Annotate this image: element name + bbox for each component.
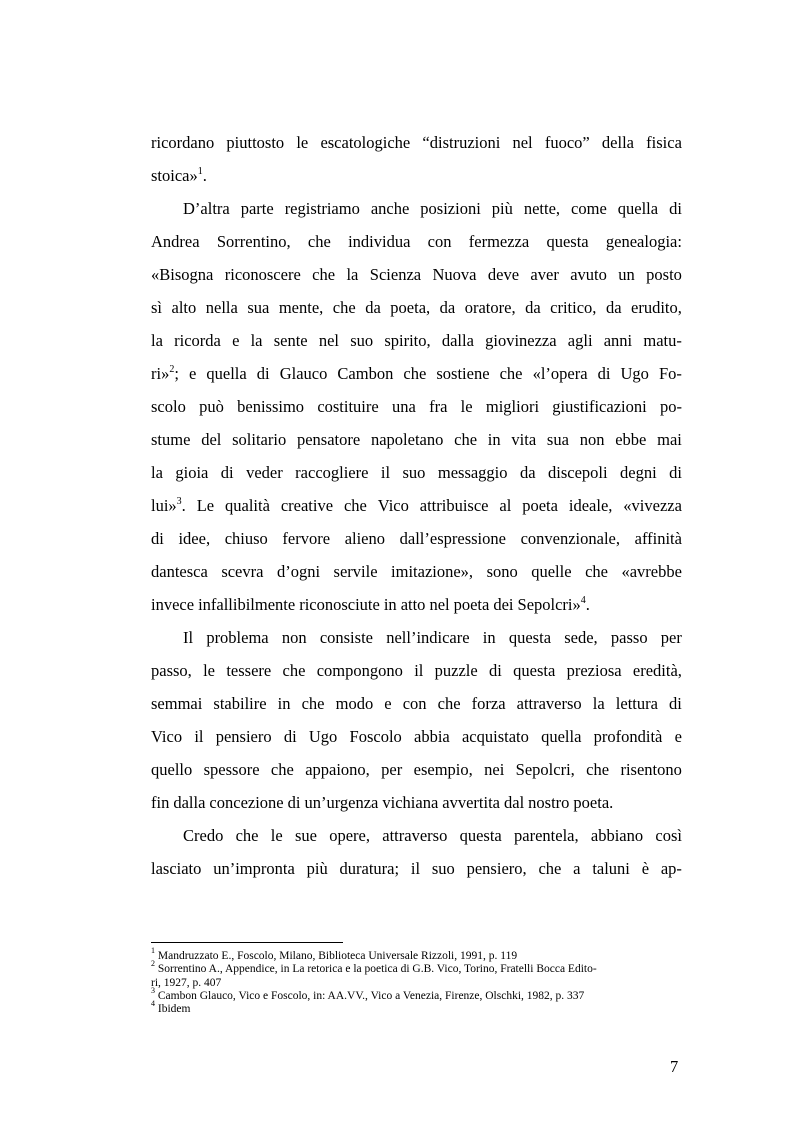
word: poeta bbox=[453, 595, 490, 614]
footnote-ref: 4 bbox=[580, 594, 586, 606]
word: e bbox=[189, 364, 197, 383]
word: che bbox=[437, 694, 461, 713]
text-line bbox=[151, 753, 682, 786]
word: genealogia: bbox=[605, 232, 682, 251]
word: per bbox=[381, 760, 403, 779]
word: costituire bbox=[317, 397, 379, 416]
word: imitazione», bbox=[391, 562, 474, 581]
word: che bbox=[454, 430, 478, 449]
word: po- bbox=[659, 397, 682, 416]
word: di bbox=[256, 364, 270, 383]
word: mente, bbox=[278, 298, 324, 317]
word: un bbox=[618, 265, 635, 284]
word: semmai bbox=[151, 694, 203, 713]
word: e bbox=[232, 331, 240, 350]
text-line bbox=[151, 489, 682, 522]
word: fisica bbox=[646, 133, 682, 152]
word: nostro bbox=[528, 793, 570, 812]
word: che bbox=[403, 364, 427, 383]
word: chiuso bbox=[224, 529, 268, 548]
footnote bbox=[151, 999, 682, 1016]
word: opere, bbox=[329, 826, 370, 845]
word: pensiero bbox=[215, 727, 272, 746]
word: quella bbox=[206, 364, 247, 383]
footnotes bbox=[151, 946, 682, 1016]
word: Foscolo bbox=[349, 727, 402, 746]
word: fermezza bbox=[468, 232, 530, 251]
word: un’urgenza bbox=[304, 793, 379, 812]
word: con bbox=[427, 232, 452, 251]
word: dei bbox=[493, 595, 514, 614]
word: erudito, bbox=[631, 298, 682, 317]
word: di bbox=[287, 793, 301, 812]
text-line bbox=[151, 522, 682, 555]
word: acquistato bbox=[461, 727, 529, 746]
page-number: 7 bbox=[670, 1057, 679, 1076]
word: preziosa bbox=[566, 661, 622, 680]
word: come bbox=[571, 199, 607, 218]
word: nel bbox=[512, 133, 533, 152]
word: ricorda bbox=[174, 331, 221, 350]
word: dal bbox=[504, 793, 525, 812]
footnote-ref: 3 bbox=[176, 495, 182, 507]
word: più bbox=[491, 199, 513, 218]
word: passo, bbox=[151, 661, 192, 680]
word: che bbox=[270, 760, 294, 779]
word: questa bbox=[546, 232, 589, 251]
word: stume bbox=[151, 430, 191, 449]
footnote bbox=[151, 946, 682, 963]
body-text bbox=[151, 126, 682, 885]
word: escatologiche bbox=[320, 133, 411, 152]
word: tessere bbox=[226, 661, 272, 680]
word: Fo- bbox=[659, 364, 682, 383]
word: ricordano bbox=[151, 133, 215, 152]
word: piuttosto bbox=[226, 133, 285, 152]
word: poeta. bbox=[573, 793, 614, 812]
word: quella bbox=[617, 199, 659, 218]
word: profondità bbox=[593, 727, 663, 746]
word: d’ogni bbox=[276, 562, 321, 581]
word: registriamo bbox=[284, 199, 360, 218]
word: del bbox=[201, 430, 222, 449]
word: la bbox=[592, 694, 605, 713]
footnote-number: 4 bbox=[151, 999, 155, 1009]
word: alieno bbox=[344, 529, 386, 548]
word: così bbox=[655, 826, 682, 845]
footnote-text: Cambon Glauco, Vico e Foscolo, in: AA.VV., Vico a Venezia, Firenze, Olschki, 1982, p. 337 bbox=[157, 989, 585, 1002]
word: veder bbox=[246, 463, 283, 482]
word: ri»$^2$; bbox=[151, 363, 179, 383]
word: posizioni bbox=[420, 199, 481, 218]
footnote-number: 3 bbox=[151, 986, 155, 996]
word: stoica»$^1$. bbox=[151, 165, 207, 185]
word: pensatore bbox=[296, 430, 361, 449]
word: sede, bbox=[564, 628, 598, 647]
word: critico, bbox=[550, 298, 597, 317]
word: della bbox=[601, 133, 634, 152]
word: Glauco bbox=[279, 364, 328, 383]
word: anche bbox=[370, 199, 410, 218]
footnote bbox=[151, 986, 682, 1003]
word: le bbox=[270, 826, 283, 845]
text-line bbox=[151, 225, 682, 258]
word: questa bbox=[459, 826, 502, 845]
word: esempio, bbox=[413, 760, 473, 779]
footnote bbox=[151, 959, 682, 976]
word: nel bbox=[318, 331, 339, 350]
word: poeta bbox=[522, 496, 558, 515]
word: Cambon bbox=[337, 364, 394, 383]
word: fin bbox=[151, 793, 170, 812]
word: la bbox=[250, 331, 263, 350]
word: il bbox=[194, 727, 204, 746]
word: che bbox=[235, 826, 259, 845]
word: suo bbox=[431, 859, 455, 878]
word: «l’opera bbox=[532, 364, 588, 383]
word: questa bbox=[508, 628, 552, 647]
word: Credo bbox=[183, 826, 224, 845]
word: avuto bbox=[570, 265, 607, 284]
word: in bbox=[383, 595, 397, 614]
word: modo bbox=[335, 694, 374, 713]
footnote bbox=[151, 977, 682, 990]
text-line bbox=[151, 159, 682, 192]
word: attribuisce bbox=[419, 496, 489, 515]
word: può bbox=[199, 397, 224, 416]
word: fuoco” bbox=[544, 133, 590, 152]
word: degni bbox=[620, 463, 657, 482]
word: non bbox=[579, 430, 605, 449]
footnote-text: ri, 1927, p. 407 bbox=[151, 976, 222, 989]
word: Le bbox=[196, 496, 215, 515]
word: da bbox=[525, 298, 541, 317]
text-line bbox=[151, 555, 682, 588]
word: a bbox=[573, 859, 581, 878]
word: abbia bbox=[414, 727, 450, 746]
word: dalla bbox=[441, 331, 474, 350]
footnote-text: Mandruzzato E., Foscolo, Milano, Biblioteca Universale Rizzoli, 1991, p. 119 bbox=[157, 950, 518, 962]
word: parentela, bbox=[514, 826, 579, 845]
word: lettura bbox=[615, 694, 658, 713]
word: sue bbox=[294, 826, 317, 845]
word: che bbox=[585, 562, 608, 581]
word: la bbox=[151, 331, 163, 350]
word: Sorrentino, bbox=[216, 232, 291, 251]
word: taluni bbox=[592, 859, 630, 878]
word: individua bbox=[348, 232, 411, 251]
word: spessore bbox=[203, 760, 260, 779]
word: D’altra bbox=[183, 199, 230, 218]
word: posto bbox=[646, 265, 682, 284]
word: di bbox=[597, 364, 611, 383]
word: più bbox=[306, 859, 328, 878]
text-line bbox=[151, 126, 682, 159]
word: una bbox=[391, 397, 416, 416]
word: compongono bbox=[316, 661, 403, 680]
word: «Bisogna bbox=[151, 265, 214, 284]
word: e bbox=[384, 694, 392, 713]
word: le bbox=[296, 133, 309, 152]
word: quella bbox=[541, 727, 582, 746]
word: Ugo bbox=[620, 364, 649, 383]
word: appaiono, bbox=[305, 760, 370, 779]
word: per bbox=[660, 628, 682, 647]
text-line bbox=[151, 621, 682, 654]
word: di bbox=[220, 463, 234, 482]
word: «vivezza bbox=[623, 496, 682, 515]
word: ideale, bbox=[568, 496, 613, 515]
word: dalla bbox=[173, 793, 206, 812]
word: stabilire bbox=[213, 694, 267, 713]
word: il bbox=[380, 463, 391, 482]
word: deve bbox=[487, 265, 520, 284]
word: è bbox=[641, 859, 650, 878]
word: consiste bbox=[319, 628, 373, 647]
footnote-separator bbox=[151, 942, 343, 943]
word: lasciato bbox=[151, 859, 202, 878]
footnote-ref: 1 bbox=[197, 165, 203, 177]
text-line bbox=[151, 588, 682, 621]
word: dall’espressione bbox=[399, 529, 506, 548]
word: fra bbox=[429, 397, 448, 416]
word: ebbe bbox=[615, 430, 647, 449]
word: che bbox=[343, 496, 367, 515]
word: nette, bbox=[523, 199, 561, 218]
text-line bbox=[151, 357, 682, 390]
word: sua bbox=[247, 298, 270, 317]
word: che bbox=[586, 760, 610, 779]
word: parte bbox=[240, 199, 274, 218]
text-line bbox=[151, 786, 682, 819]
word: da bbox=[605, 298, 622, 317]
word: Scienza bbox=[369, 265, 422, 284]
word: sente bbox=[273, 331, 308, 350]
word: qualità bbox=[225, 496, 270, 515]
footnote-number: 1 bbox=[151, 946, 155, 956]
text-line bbox=[151, 654, 682, 687]
word: la bbox=[346, 265, 359, 284]
word: Sepolcri»$^4$. bbox=[517, 594, 590, 614]
word: nei bbox=[484, 760, 505, 779]
word: matu- bbox=[643, 331, 682, 350]
word: dantesca bbox=[151, 562, 208, 581]
word: affinità bbox=[634, 529, 682, 548]
word: abbiano bbox=[590, 826, 644, 845]
word: un’impronta bbox=[213, 859, 295, 878]
word: atto bbox=[400, 595, 426, 614]
word: sono bbox=[486, 562, 518, 581]
word: Il bbox=[183, 628, 194, 647]
word: Andrea bbox=[151, 232, 200, 251]
word: le bbox=[203, 661, 216, 680]
word: alto bbox=[171, 298, 197, 317]
word: Ugo bbox=[308, 727, 338, 746]
text-line bbox=[151, 258, 682, 291]
word: passo bbox=[610, 628, 648, 647]
word: agli bbox=[567, 331, 593, 350]
word: di bbox=[669, 463, 682, 482]
word: anni bbox=[603, 331, 633, 350]
word: che bbox=[301, 694, 325, 713]
word: da bbox=[439, 298, 456, 317]
word: benissimo bbox=[237, 397, 305, 416]
word: oratore, bbox=[464, 298, 516, 317]
word: che bbox=[307, 232, 331, 251]
word: giovinezza bbox=[485, 331, 557, 350]
word: di bbox=[283, 727, 297, 746]
text-line bbox=[151, 423, 682, 456]
word: da bbox=[519, 463, 536, 482]
word: mai bbox=[657, 430, 682, 449]
word: sostiene bbox=[436, 364, 490, 383]
word: di bbox=[151, 529, 164, 548]
word: discepoli bbox=[547, 463, 608, 482]
word: nel bbox=[429, 595, 450, 614]
word: sì bbox=[151, 298, 163, 317]
word: scolo bbox=[151, 397, 186, 416]
word: forza bbox=[471, 694, 506, 713]
word: la bbox=[151, 463, 163, 482]
footnote-text: Ibidem bbox=[157, 1003, 191, 1016]
word: ap- bbox=[660, 859, 682, 878]
word: scevra bbox=[221, 562, 264, 581]
word: riconoscere bbox=[224, 265, 301, 284]
word: al bbox=[499, 496, 512, 515]
word: Vico bbox=[151, 727, 183, 746]
word: nella bbox=[205, 298, 238, 317]
word: nell’indicare bbox=[386, 628, 470, 647]
word: in bbox=[482, 628, 496, 647]
word: «avrebbe bbox=[621, 562, 682, 581]
word: suo bbox=[402, 463, 426, 482]
word: che bbox=[332, 298, 356, 317]
word: messaggio bbox=[437, 463, 508, 482]
word: napoletano bbox=[370, 430, 444, 449]
word: quelle bbox=[531, 562, 572, 581]
word: Nuova bbox=[432, 265, 477, 284]
word: il bbox=[410, 859, 421, 878]
word: creative bbox=[280, 496, 334, 515]
word: infallibilmente bbox=[198, 595, 296, 614]
footnote-ref: 2 bbox=[169, 363, 175, 375]
word: suo bbox=[350, 331, 374, 350]
text-line bbox=[151, 324, 682, 357]
word: di bbox=[669, 694, 682, 713]
word: convenzionale, bbox=[520, 529, 620, 548]
word: attraverso bbox=[516, 694, 582, 713]
word: questa bbox=[513, 661, 556, 680]
text-line bbox=[151, 192, 682, 225]
word: quello bbox=[151, 760, 193, 779]
word: “distruzioni bbox=[422, 133, 501, 152]
word: poeta, bbox=[390, 298, 431, 317]
footnote-number: 2 bbox=[151, 959, 155, 969]
word: riconosciute bbox=[299, 595, 380, 614]
text-line bbox=[151, 687, 682, 720]
word: avvertita bbox=[442, 793, 500, 812]
word: da bbox=[365, 298, 381, 317]
word: di bbox=[489, 661, 502, 680]
word: giustificazioni bbox=[552, 397, 647, 416]
word: gioia bbox=[175, 463, 209, 482]
word: fervore bbox=[282, 529, 331, 548]
footnote-text: Sorrentino A., Appendice, in La retorica e la poetica di G.B. Vico, Torino, Fratelli Bocca Edito- bbox=[157, 963, 597, 976]
word: di bbox=[669, 199, 682, 218]
word: che bbox=[312, 265, 336, 284]
word: in bbox=[277, 694, 291, 713]
text-line bbox=[151, 819, 682, 852]
word: aver bbox=[530, 265, 559, 284]
word: Sepolcri, bbox=[515, 760, 575, 779]
word: invece bbox=[151, 595, 195, 614]
word: idee, bbox=[178, 529, 211, 548]
word: vita bbox=[511, 430, 537, 449]
word: in bbox=[487, 430, 501, 449]
text-line bbox=[151, 390, 682, 423]
word: migliori bbox=[485, 397, 540, 416]
word: Vico bbox=[377, 496, 409, 515]
word: solitario bbox=[232, 430, 287, 449]
word: che bbox=[499, 364, 523, 383]
word: spirito, bbox=[384, 331, 431, 350]
word: problema bbox=[206, 628, 269, 647]
word: raccogliere bbox=[295, 463, 369, 482]
text-line bbox=[151, 852, 682, 885]
word: duratura; bbox=[339, 859, 400, 878]
word: lui»$^3$. bbox=[151, 495, 186, 515]
word: non bbox=[281, 628, 307, 647]
word: il bbox=[414, 661, 424, 680]
word: le bbox=[460, 397, 473, 416]
word: servile bbox=[333, 562, 378, 581]
word: attraverso bbox=[382, 826, 448, 845]
word: concezione bbox=[209, 793, 284, 812]
word: che bbox=[538, 859, 562, 878]
word: risentono bbox=[620, 760, 682, 779]
word: sua bbox=[546, 430, 569, 449]
word: puzzle bbox=[434, 661, 478, 680]
word: vichiana bbox=[382, 793, 439, 812]
text-line bbox=[151, 720, 682, 753]
word: e bbox=[674, 727, 682, 746]
text-line bbox=[151, 291, 682, 324]
word: eredità, bbox=[632, 661, 682, 680]
word: che bbox=[282, 661, 306, 680]
text-line bbox=[151, 456, 682, 489]
word: con bbox=[402, 694, 427, 713]
word: pensiero, bbox=[466, 859, 527, 878]
